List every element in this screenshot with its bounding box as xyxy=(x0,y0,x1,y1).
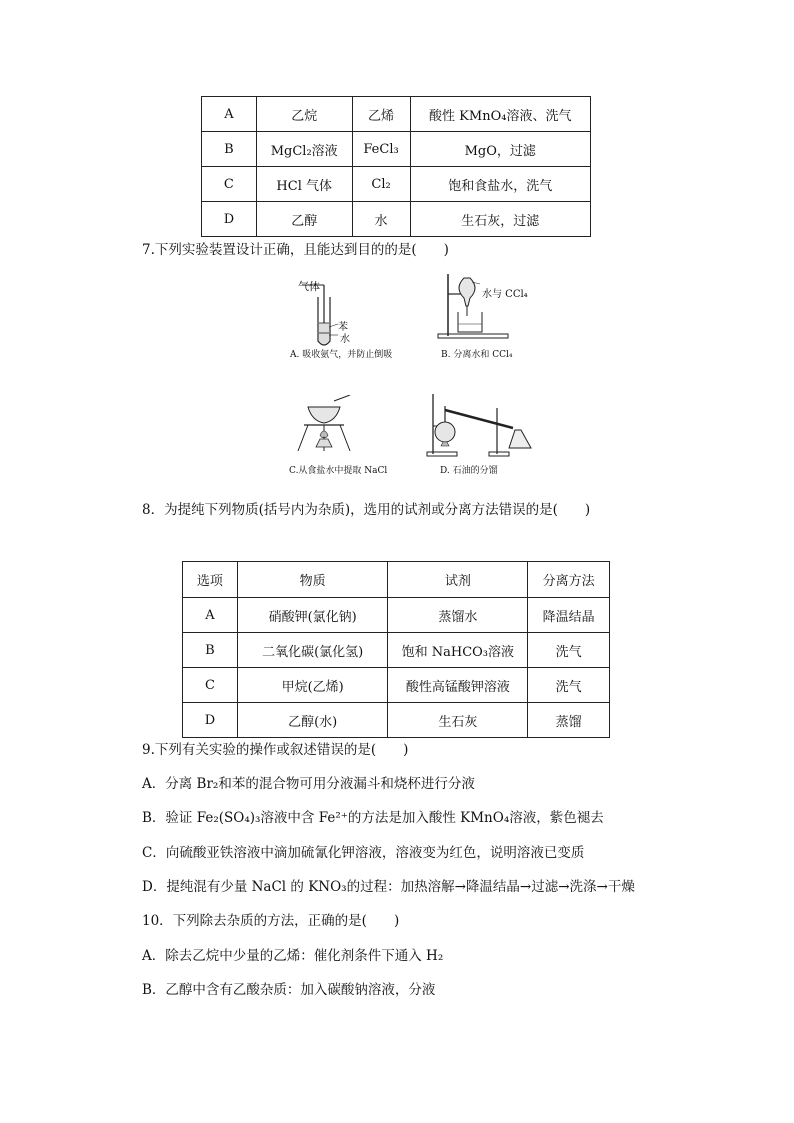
cell: A xyxy=(183,598,238,633)
cell: 生石灰 xyxy=(388,703,528,738)
cell: MgCl₂溶液 xyxy=(256,132,352,167)
cell: 洗气 xyxy=(528,633,610,668)
cell: 蒸馏水 xyxy=(388,598,528,633)
fig-b-caption: B. 分离水和 CCl₄ xyxy=(441,350,513,360)
cell: 蒸馏 xyxy=(528,703,610,738)
fig-a-benzene-label: 苯 xyxy=(338,322,348,333)
table-header-row xyxy=(183,562,610,598)
cell: 生石灰，过滤 xyxy=(410,202,591,237)
cell: C xyxy=(183,668,238,703)
cell: MgO，过滤 xyxy=(410,132,591,167)
cell: 乙烯 xyxy=(352,97,410,132)
cell: 乙烷 xyxy=(256,97,352,132)
table-row xyxy=(183,598,610,633)
cell: C xyxy=(202,167,257,202)
fig-c-caption: C.从食盐水中提取 NaCl xyxy=(289,466,388,476)
table-row xyxy=(202,167,591,202)
figure-c-apparatus xyxy=(290,395,370,460)
figure-d-apparatus xyxy=(425,388,535,460)
cell: FeCl₃ xyxy=(352,132,410,167)
table-row xyxy=(202,202,591,237)
question-9-option-a: A．分离 Br₂和苯的混合物可用分液漏斗和烧杯进行分液 xyxy=(142,776,475,792)
cell: B xyxy=(202,132,257,167)
cell: 饱和食盐水，洗气 xyxy=(410,167,591,202)
cell: B xyxy=(183,633,238,668)
question-9-option-d: D．提纯混有少量 NaCl 的 KNO₃的过程：加热溶解→降温结晶→过滤→洗涤→干燥 xyxy=(142,879,635,895)
question-9-option-c: C．向硫酸亚铁溶液中滴加硫氰化钾溶液，溶液变为红色，说明溶液已变质 xyxy=(142,845,585,861)
fig-d-caption: D. 石油的分馏 xyxy=(440,466,498,476)
question-10-stem: 10．下列除去杂质的方法，正确的是( ) xyxy=(142,913,400,929)
table-row xyxy=(202,132,591,167)
header-cell: 选项 xyxy=(183,562,238,598)
table-row xyxy=(202,97,591,132)
cell: 乙醇 xyxy=(256,202,352,237)
cell: 硝酸钾(氯化钠) xyxy=(237,598,388,633)
question-8-stem: 8．为提纯下列物质(括号内为杂质)，选用的试剂或分离方法错误的是( ) xyxy=(142,502,591,518)
header-cell: 分离方法 xyxy=(528,562,610,598)
table-row xyxy=(183,668,610,703)
table-1 xyxy=(201,96,591,237)
question-7-stem: 7.下列实验装置设计正确，且能达到目的的是( ) xyxy=(142,242,449,258)
fig-a-water-label: 水 xyxy=(340,334,350,345)
question-10-option-b: B．乙醇中含有乙酸杂质：加入碳酸钠溶液，分液 xyxy=(142,982,436,998)
cell: 洗气 xyxy=(528,668,610,703)
cell: 酸性 KMnO₄溶液、洗气 xyxy=(410,97,591,132)
fig-a-caption: A. 吸收氨气，并防止倒吸 xyxy=(290,350,393,360)
cell: A xyxy=(202,97,257,132)
fig-b-label: 水与 CCl₄ xyxy=(482,289,528,300)
question-9-option-b: B．验证 Fe₂(SO₄)₃溶液中含 Fe²⁺的方法是加入酸性 KMnO₄溶液，紫色褪去 xyxy=(142,810,604,826)
cell: D xyxy=(202,202,257,237)
question-9-stem: 9.下列有关实验的操作或叙述错误的是( ) xyxy=(142,742,409,758)
header-cell: 试剂 xyxy=(388,562,528,598)
cell: HCl 气体 xyxy=(256,167,352,202)
cell: 甲烷(乙烯) xyxy=(237,668,388,703)
header-cell: 物质 xyxy=(237,562,388,598)
table-2 xyxy=(182,561,610,738)
table-row xyxy=(183,633,610,668)
cell: 二氧化碳(氯化氢) xyxy=(237,633,388,668)
figure-b-apparatus xyxy=(430,270,540,345)
cell: 饱和 NaHCO₃溶液 xyxy=(388,633,528,668)
cell: D xyxy=(183,703,238,738)
cell: 水 xyxy=(352,202,410,237)
fig-a-gas-label: 气体 xyxy=(298,280,320,293)
cell: 降温结晶 xyxy=(528,598,610,633)
table-row xyxy=(183,703,610,738)
cell: 乙醇(水) xyxy=(237,703,388,738)
cell: 酸性高锰酸钾溶液 xyxy=(388,668,528,703)
question-10-option-a: A．除去乙烷中少量的乙烯：催化剂条件下通入 H₂ xyxy=(142,948,444,964)
cell: Cl₂ xyxy=(352,167,410,202)
